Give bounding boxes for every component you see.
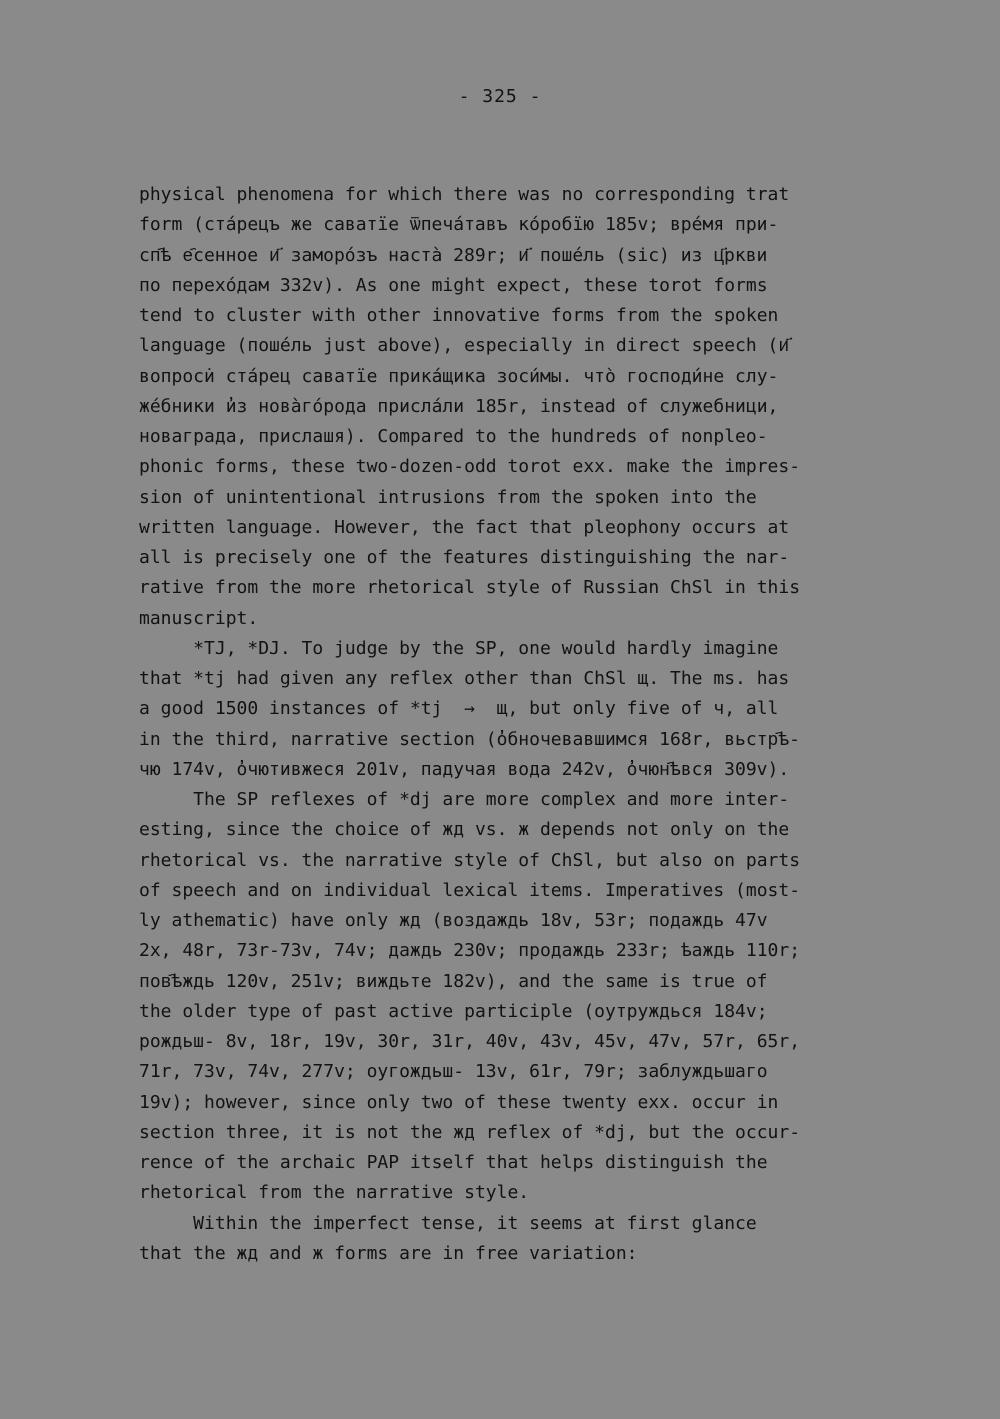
- text-line: in the third, narrative section (о̓бночевавшимся 168r, вьстр҄ѣ-: [139, 728, 801, 750]
- text-line: *TJ, *DJ. To judge by the SP, one would hardly imagine: [139, 637, 779, 659]
- text-line: a good 1500 instances of *tj → щ, but only five of ч, all: [139, 698, 779, 720]
- text-line: новаграда, прислашя). Compared to the hundreds of nonpleo-: [139, 426, 768, 447]
- body-text: [139, 180, 879, 1269]
- text-line: all is precisely one of the features distinguishing the nar-: [139, 547, 790, 568]
- text-line: physical phenomena for which there was no corresponding trat: [139, 184, 790, 205]
- text-line: manuscript.: [139, 607, 259, 629]
- text-line: section three, it is not the жд reflex of *dj, but the occur-: [139, 1121, 801, 1143]
- text-line: phonic forms, these two-dozen-odd torot exx. make the impres-: [139, 456, 801, 478]
- text-line: по перехо́дам 332v). As one might expect, these torot forms: [139, 274, 768, 296]
- text-line: 19v); however, since only two of these twenty exx. occur in: [139, 1091, 779, 1113]
- text-line: of speech and on individual lexical items. Imperatives (most-: [139, 879, 801, 901]
- text-line: written language. However, the fact that pleophony occurs at: [139, 516, 790, 538]
- text-line: Within the imperfect tense, it seems at first glance: [139, 1212, 757, 1234]
- text-line: пов҄ѣждь 120v, 251v; виждьте 182v), and the same is true of: [139, 970, 768, 992]
- text-line: language (поше́ль just above), especially in direct speech (и҃: [139, 335, 790, 357]
- text-line: sion of unintentional intrusions from the spoken into the: [139, 486, 757, 508]
- text-line: rhetorical from the narrative style.: [139, 1182, 530, 1204]
- text-line: сп҄ѣ е҄сенное и҃ заморо́зъ наста̀ 289r; и҃ поше́ль (sic) из ц҃ркви: [139, 244, 768, 266]
- text-line: that the жд and ж forms are in free variation:: [139, 1242, 638, 1264]
- text-line: вопроси̇ ста́рец саватı̈е прика́щика зоси́мы. что̀ господи́не слу-: [139, 365, 779, 387]
- text-line: rhetorical vs. the narrative style of ChSl, but also on parts: [139, 849, 801, 871]
- text-line: 71r, 73v, 74v, 277v; оугождьш- 13v, 61r, 79r; заблуждьшаго: [139, 1061, 768, 1083]
- text-line: form (ста́рецъ же саватı̈е ѿпеча́тавъ ко́робı̈ю 185v; вре́мя при-: [139, 214, 779, 236]
- text-line: The SP reflexes of *dj are more complex and more inter-: [139, 789, 790, 810]
- text-line: ly athematic) have only жд (воздаждь 18v, 53r; подаждь 47v: [139, 910, 768, 931]
- text-line: the older type of past active participle (оутруждься 184v;: [139, 1000, 768, 1022]
- text-line: that *tj had given any reflex other than ChSl щ. The ms. has: [139, 668, 790, 689]
- text-line: esting, since the choice of жд vs. ж depends not only on the: [139, 819, 790, 841]
- text-line: рождьш- 8v, 18r, 19v, 30r, 31r, 40v, 43v, 45v, 47v, 57r, 65r,: [139, 1031, 801, 1052]
- page-number: - 325 -: [458, 86, 542, 107]
- text-line: же́бники и̓з нова̀го́рода присла́ли 185r, instead of служебници,: [139, 395, 779, 417]
- text-line: tend to cluster with other innovative forms from the spoken: [139, 305, 779, 326]
- text-line: rence of the archaic PAP itself that helps distinguish the: [139, 1152, 768, 1173]
- text-line: rative from the more rhetorical style of Russian ChSl in this: [139, 577, 801, 599]
- text-line: 2x, 48r, 73r-73v, 74v; даждь 230v; продаждь 233r; ѣаждь 110r;: [139, 940, 801, 962]
- text-line: чю 174v, о̓чютивжеся 201v, падучая вода 242v, о̓чюн҄ѣвся 309v).: [139, 758, 790, 780]
